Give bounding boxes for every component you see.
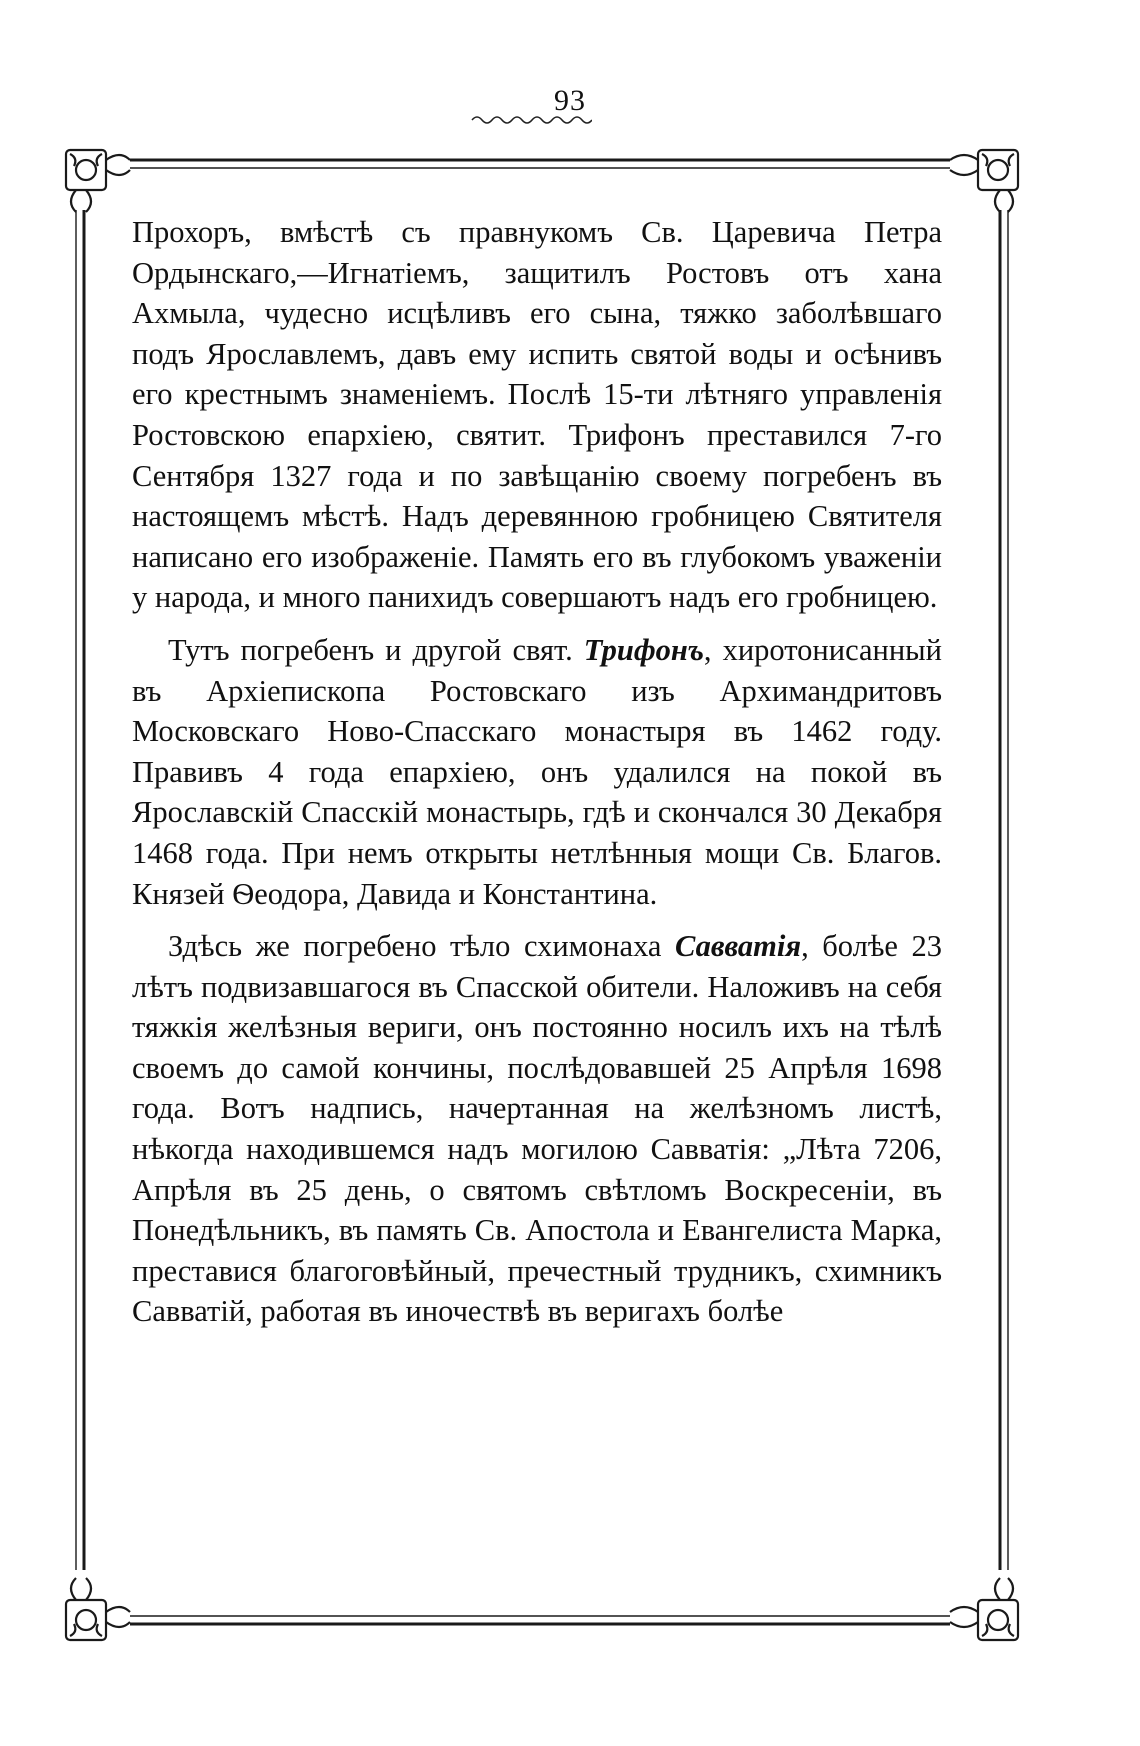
page-number-ornament <box>470 112 592 126</box>
page-number: 93 <box>554 84 586 117</box>
corner-ornament-bottom-right <box>950 1578 1018 1640</box>
corner-ornament-top-right <box>950 150 1018 212</box>
paragraph-3: Здѣсь же погребено тѣло схимонаха Савватія, болѣе 23 лѣтъ подвизавшагося въ Спасской обители. Наложивъ на себя тяжкія желѣзныя вериги, онъ постоянно носилъ ихъ на тѣлѣ своемъ до самой кончины, послѣдовавшей 25 Апрѣля 1698 года. Вотъ надпись, начертанная на желѣзномъ листѣ, нѣкогда находившемся надъ могилою Савватія: „Лѣта 7206, Апрѣля въ 25 день, о святомъ свѣтломъ Воскресеніи, въ Понедѣльникъ, въ память Св. Апостола и Евангелиста Марка, преставися благоговѣйный, пречестный трудникъ, схимникъ Савватій, работая въ иночествѣ въ веригахъ болѣе <box>132 929 943 1329</box>
body-text <box>132 212 942 1332</box>
paragraph-1: Прохоръ, вмѣстѣ съ правнукомъ Св. Царевича Петра Ордынскаго,—Игнатіемъ, защитилъ Ростовъ отъ хана Ахмыла, чудесно исцѣливъ его сына, тяжко заболѣвшаго подъ Ярославлемъ, давъ ему испить святой воды и осѣнивъ его крестнымъ знаменіемъ. Послѣ 15-ти лѣтняго управленія Ростовскою епархіею, святит. Трифонъ преставился 7-го Сентября 1327 года и по завѣщанію своему погребенъ въ настоящемъ мѣстѣ. Надъ деревянною гробницею Святителя написано его изображеніе. Память его въ глубокомъ уваженіи у народа, и много панихидъ совершаютъ надъ его гробницею. <box>132 215 942 615</box>
name-savvatiy: Савватія <box>675 929 802 964</box>
name-trifon: Трифонъ <box>583 632 704 667</box>
corner-ornament-top-left <box>66 150 130 212</box>
corner-ornament-bottom-left <box>66 1578 130 1640</box>
paragraph-2: Тутъ погребенъ и другой свят. Трифонъ, хиротонисанный въ Архіепископа Ростовскаго изъ Архимандритовъ Московскаго Ново-Спасскаго монастыря въ 1462 году. Правивъ 4 года епархіею, онъ удалился на покой въ Ярославскій Спасскій монастырь, гдѣ и скончался 30 Декабря 1468 года. При немъ открыты нетлѣнныя мощи Св. Благов. Князей Ѳеодора, Давида и Константина. <box>132 632 942 911</box>
